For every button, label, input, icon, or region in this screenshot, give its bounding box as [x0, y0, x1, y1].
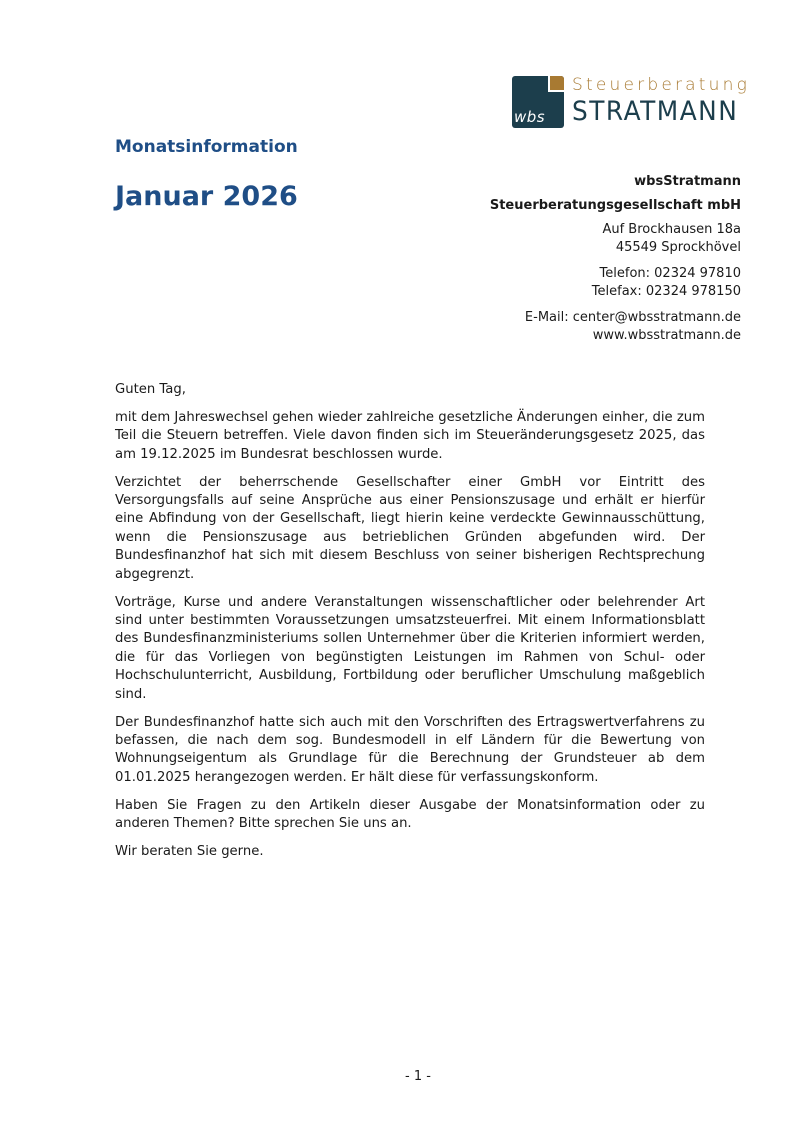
closing: Wir beraten Sie gerne. [115, 843, 264, 859]
paragraph-questions: Haben Sie Fragen zu den Artikeln dieser Ausgabe der Monatsinformation oder zu anderen Themen? Bitte sprechen Sie uns an. [115, 797, 705, 832]
logo-tagline: Steuerberatung [572, 75, 751, 95]
city-address: 45549 Sprockhövel [615, 240, 741, 255]
document-title: Januar 2026 [115, 181, 298, 212]
company-logo [512, 75, 751, 130]
street-address: Auf Brockhausen 18a [602, 222, 741, 237]
company-legal-name: Steuerberatungsgesellschaft mbH [489, 198, 741, 213]
logo-mark-text: wbs [514, 108, 546, 126]
website-link[interactable]: www.wbsstratmann.de [592, 328, 741, 343]
logo-corner-accent [548, 76, 564, 92]
paragraph-pension: Verzichtet der beherrschende Gesellschafter einer GmbH vor Eintritt des Versorgungsfalls auf seine Ansprüche aus einer Pensionszusage und erhält er hierfür eine Abfindung von der Gesellschaft, liegt hierin keine verdeckte Gewinnausschüttung, wenn die Pensionszusage aus betrieblichen Gründen abgefunden wird. Der Bundesfinanzhof hat sich mit diesem Beschluss von seiner bisherigen Rechtsprechung abgegrenzt. [115, 474, 705, 582]
paragraph-vat: Vorträge, Kurse und andere Veranstaltungen wissenschaftlicher oder belehrender Art sind unter bestimmten Voraussetzungen umsatzsteuerfrei. Mit einem Informationsblatt des Bundesfinanzministeriums sollen Unternehmer über die Kriterien informiert werden, die für das Vorliegen von begünstigten Leistungen im Rahmen von Schul- oder Hochschulunterricht, Ausbildung, Fortbildung oder beruflicher Umschulung maßgeblich sind. [115, 594, 705, 702]
phone-number: Telefon: 02324 97810 [599, 266, 741, 281]
fax-number: Telefax: 02324 978150 [591, 284, 741, 299]
company-name: wbsStratmann [634, 174, 741, 189]
page-number: - 1 - [405, 1069, 431, 1084]
document-label: Monatsinformation [115, 137, 298, 157]
greeting: Guten Tag, [115, 382, 186, 397]
paragraph-intro: mit dem Jahreswechsel gehen wieder zahlreiche gesetzliche Änderungen einher, die zum Teil die Steuern betreffen. Viele davon finden sich im Steueränderungsgesetz 2025, das am 19.12.2025 im Bundesrat beschlossen wurde. [115, 409, 705, 462]
paragraph-property-tax: Der Bundesfinanzhof hatte sich auch mit den Vorschriften des Ertragswertverfahrens zu befassen, die nach dem sog. Bundesmodell in elf Ländern für die Bewertung von Wohnungseigentum als Grundlage für die Berechnung der Grundsteuer ab dem 01.01.2025 herangezogen werden. Er hält diese für verfassungskonform. [115, 714, 705, 785]
letter-body [115, 381, 705, 871]
logo-mark-icon [512, 76, 564, 128]
email-link[interactable]: E-Mail: center@wbsstratmann.de [524, 310, 741, 325]
sender-address-block [490, 173, 741, 345]
logo-name: STRATMANN [572, 96, 739, 127]
